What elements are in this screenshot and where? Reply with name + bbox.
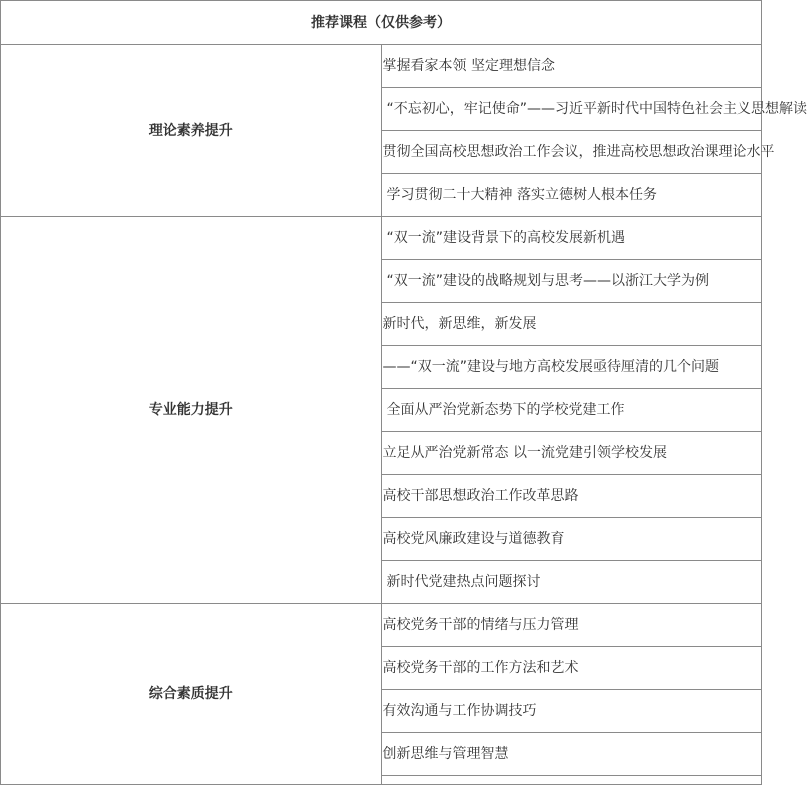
course-item: 立足从严治党新常态 以一流党建引领学校发展 [381, 432, 762, 475]
table-row [1, 604, 762, 647]
course-item: 有效沟通与工作协调技巧 [381, 690, 762, 733]
category-theory: 理论素养提升 [1, 45, 382, 217]
table-row [1, 217, 762, 260]
course-item: “双一流”建设背景下的高校发展新机遇 [381, 217, 762, 260]
course-item: 高校党风廉政建设与道德教育 [381, 518, 762, 561]
table-row [1, 45, 762, 88]
category-comprehensive: 综合素质提升 [1, 604, 382, 785]
course-item: ——“双一流”建设与地方高校发展亟待厘清的几个问题 [381, 346, 762, 389]
table-header-row [1, 1, 762, 45]
course-item: 高校干部思想政治工作改革思路 [381, 475, 762, 518]
course-item: 学习贯彻二十大精神 落实立德树人根本任务 [381, 174, 762, 217]
course-item: 新时代，新思维，新发展 [381, 303, 762, 346]
course-item: 新时代党建热点问题探讨 [381, 561, 762, 604]
course-item: 高校党务干部的工作方法和艺术 [381, 647, 762, 690]
course-item-cutoff [381, 776, 762, 785]
course-item: 贯彻全国高校思想政治工作会议，推进高校思想政治课理论水平 [381, 131, 762, 174]
course-item: “双一流”建设的战略规划与思考——以浙江大学为例 [381, 260, 762, 303]
course-item: 高校党务干部的情绪与压力管理 [381, 604, 762, 647]
course-item: 全面从严治党新态势下的学校党建工作 [381, 389, 762, 432]
course-item: 掌握看家本领 坚定理想信念 [381, 45, 762, 88]
category-professional: 专业能力提升 [1, 217, 382, 604]
table-title: 推荐课程（仅供参考） [1, 1, 762, 45]
course-item: “不忘初心，牢记使命”——习近平新时代中国特色社会主义思想解读 [381, 88, 762, 131]
course-item: 创新思维与管理智慧 [381, 733, 762, 776]
